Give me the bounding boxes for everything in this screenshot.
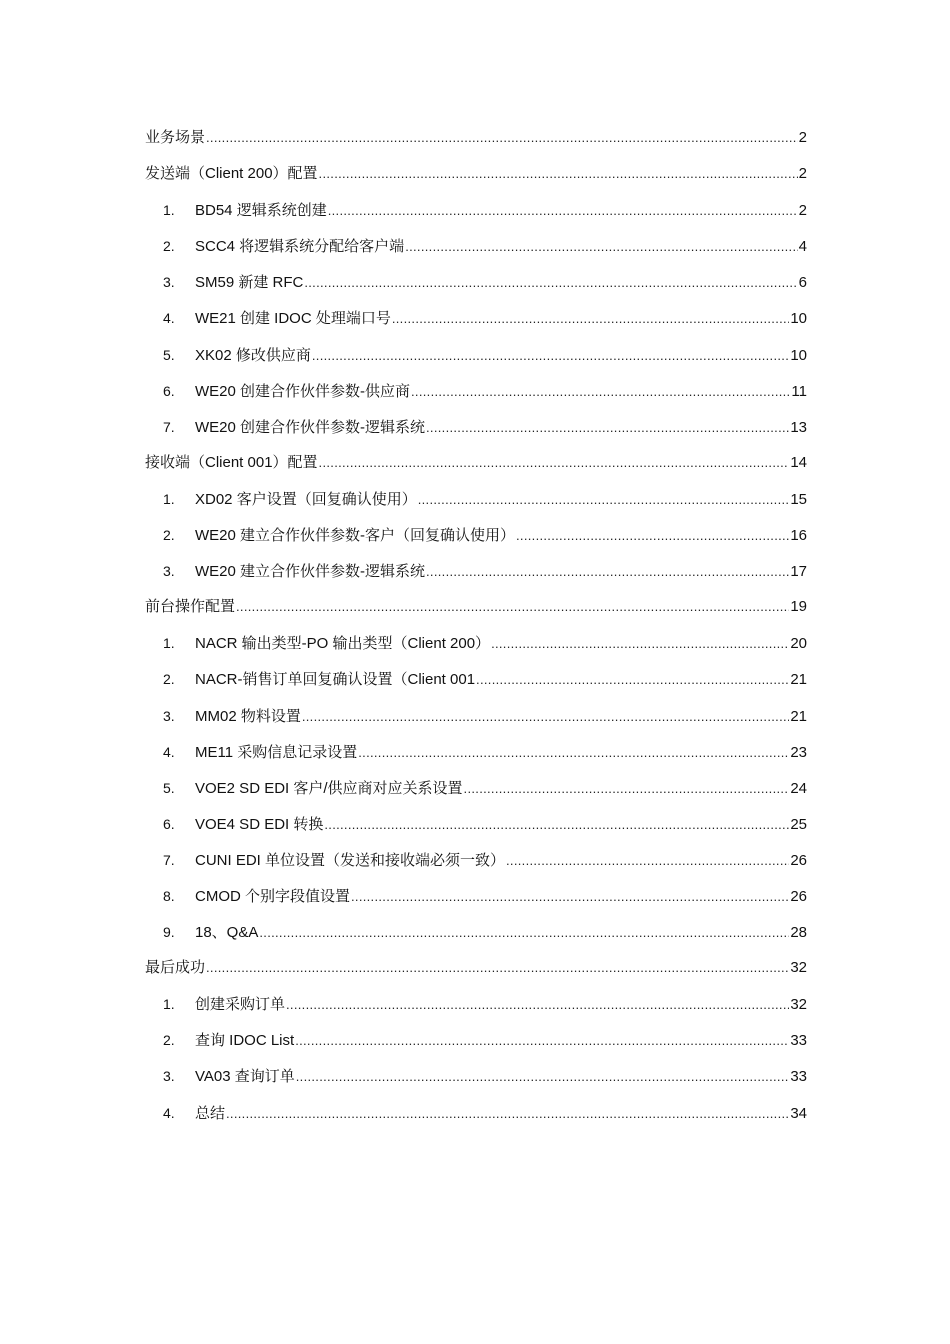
toc-entry-title: SCC4 将逻辑系统分配给客户端 bbox=[195, 238, 405, 256]
toc-dot-leader bbox=[464, 771, 790, 806]
toc-entry-number: 3. bbox=[163, 707, 175, 724]
table-of-contents bbox=[145, 120, 807, 1131]
toc-entry-title: WE20 创建合作伙伴参数-逻辑系统 bbox=[195, 418, 426, 436]
toc-heading-link[interactable] bbox=[145, 120, 807, 156]
toc-entry-title: 18、Q&A bbox=[195, 924, 259, 942]
toc-dot-leader bbox=[476, 662, 789, 697]
toc-page-number: 33 bbox=[790, 1032, 807, 1050]
toc-entry-title: 接收端（Client 001）配置 bbox=[145, 453, 318, 471]
toc-entry-title: WE21 创建 IDOC 处理端口号 bbox=[195, 310, 391, 328]
toc-subentry-link[interactable] bbox=[145, 300, 807, 336]
toc-page-number: 17 bbox=[790, 563, 807, 581]
toc-heading-link[interactable] bbox=[145, 445, 807, 481]
toc-entry-title: WE20 建立合作伙伴参数-客户（回复确认使用） bbox=[195, 527, 516, 545]
toc-page-number: 26 bbox=[790, 887, 807, 905]
toc-subentry-link[interactable] bbox=[145, 192, 807, 228]
toc-entry-number: 4. bbox=[163, 1104, 175, 1121]
toc-entry-number: 6. bbox=[163, 815, 175, 832]
toc-subentry-link[interactable] bbox=[145, 878, 807, 914]
toc-dot-leader bbox=[236, 589, 789, 625]
toc-entry-title: NACR 输出类型-PO 输出类型（Client 200） bbox=[195, 635, 491, 653]
toc-entry-title: 查询 IDOC List bbox=[195, 1032, 295, 1050]
toc-entry-title: VA03 查询订单 bbox=[195, 1068, 295, 1086]
toc-subentry-link[interactable] bbox=[145, 228, 807, 264]
toc-subentry-link[interactable] bbox=[145, 698, 807, 734]
toc-subentry-link[interactable] bbox=[145, 481, 807, 517]
toc-entry-number: 3. bbox=[163, 274, 175, 291]
toc-page-number: 2 bbox=[798, 129, 807, 146]
toc-heading-link[interactable] bbox=[145, 156, 807, 192]
toc-dot-leader bbox=[491, 626, 789, 661]
toc-subentry-link[interactable] bbox=[145, 1058, 807, 1094]
toc-subentry-link[interactable] bbox=[145, 373, 807, 409]
toc-entry-title: 前台操作配置 bbox=[145, 598, 236, 616]
toc-entry-number: 7. bbox=[163, 851, 175, 868]
toc-page-number: 28 bbox=[790, 924, 807, 942]
toc-entry-title: VOE2 SD EDI 客户/供应商对应关系设置 bbox=[195, 779, 463, 797]
toc-page-number: 14 bbox=[790, 453, 807, 471]
toc-page-number: 2 bbox=[798, 202, 807, 220]
toc-entry-title: CUNI EDI 单位设置（发送和接收端必须一致） bbox=[195, 851, 506, 869]
toc-entry-number: 1. bbox=[163, 635, 175, 652]
toc-dot-leader bbox=[324, 807, 789, 842]
toc-entry-title: SM59 新建 RFC bbox=[195, 274, 304, 292]
toc-dot-leader bbox=[206, 950, 789, 986]
toc-page-number: 26 bbox=[790, 851, 807, 869]
toc-entry-number: 2. bbox=[163, 1032, 175, 1049]
toc-page-number: 19 bbox=[790, 598, 807, 616]
toc-page-number: 16 bbox=[790, 527, 807, 545]
toc-heading-link[interactable] bbox=[145, 589, 807, 625]
toc-dot-leader bbox=[328, 193, 798, 228]
toc-dot-leader bbox=[405, 229, 797, 264]
toc-subentry-link[interactable] bbox=[145, 842, 807, 878]
toc-entry-number: 2. bbox=[163, 238, 175, 255]
toc-dot-leader bbox=[392, 301, 789, 336]
toc-page-number: 11 bbox=[791, 382, 807, 400]
toc-entry-title: 总结 bbox=[195, 1104, 226, 1122]
toc-subentry-link[interactable] bbox=[145, 806, 807, 842]
toc-dot-leader bbox=[426, 410, 789, 445]
toc-dot-leader bbox=[286, 987, 789, 1022]
toc-entry-title: MM02 物料设置 bbox=[195, 707, 301, 725]
toc-entry-title: WE20 创建合作伙伴参数-供应商 bbox=[195, 382, 411, 400]
toc-entry-number: 7. bbox=[163, 418, 175, 435]
toc-page-number: 13 bbox=[790, 418, 807, 436]
toc-entry-number: 3. bbox=[163, 563, 175, 580]
toc-dot-leader bbox=[259, 915, 789, 950]
toc-subentry-link[interactable] bbox=[145, 625, 807, 661]
toc-subentry-link[interactable] bbox=[145, 553, 807, 589]
toc-entry-title: 创建采购订单 bbox=[195, 996, 286, 1014]
toc-page-number: 25 bbox=[790, 815, 807, 833]
toc-entry-number: 4. bbox=[163, 743, 175, 760]
toc-page-number: 24 bbox=[790, 779, 807, 797]
toc-dot-leader bbox=[304, 265, 797, 300]
toc-dot-leader bbox=[418, 482, 790, 517]
toc-entry-title: CMOD 个别字段值设置 bbox=[195, 887, 350, 905]
toc-page-number: 20 bbox=[790, 635, 807, 653]
toc-page-number: 6 bbox=[798, 274, 807, 292]
toc-entry-title: XD02 客户设置（回复确认使用） bbox=[195, 490, 417, 508]
toc-page-number: 4 bbox=[798, 238, 807, 256]
toc-page-number: 32 bbox=[790, 996, 807, 1014]
toc-dot-leader bbox=[295, 1023, 789, 1058]
toc-subentry-link[interactable] bbox=[145, 1095, 807, 1131]
toc-dot-leader bbox=[302, 699, 789, 734]
toc-entry-number: 1. bbox=[163, 996, 175, 1013]
toc-dot-leader bbox=[516, 518, 789, 553]
toc-subentry-link[interactable] bbox=[145, 1022, 807, 1058]
toc-entry-number: 2. bbox=[163, 527, 175, 544]
toc-subentry-link[interactable] bbox=[145, 409, 807, 445]
toc-dot-leader bbox=[411, 374, 790, 409]
toc-subentry-link[interactable] bbox=[145, 517, 807, 553]
toc-page-number: 21 bbox=[790, 707, 807, 725]
toc-entry-title: BD54 逻辑系统创建 bbox=[195, 202, 327, 220]
toc-entry-number: 4. bbox=[163, 310, 175, 327]
toc-page-number: 10 bbox=[790, 310, 807, 328]
toc-page-number: 23 bbox=[790, 743, 807, 761]
toc-entry-title: XK02 修改供应商 bbox=[195, 346, 311, 364]
toc-dot-leader bbox=[296, 1059, 790, 1094]
toc-entry-title: 发送端（Client 200）配置 bbox=[145, 165, 318, 183]
toc-subentry-link[interactable] bbox=[145, 264, 807, 300]
toc-subentry-link[interactable] bbox=[145, 770, 807, 806]
toc-page-number: 10 bbox=[790, 346, 807, 364]
toc-page-number: 33 bbox=[790, 1068, 807, 1086]
toc-entry-number: 3. bbox=[163, 1068, 175, 1085]
toc-page-number: 34 bbox=[790, 1104, 807, 1122]
toc-dot-leader bbox=[206, 120, 798, 156]
toc-entry-number: 1. bbox=[163, 490, 175, 507]
toc-page-number: 32 bbox=[790, 959, 807, 977]
toc-entry-title: 业务场景 bbox=[145, 129, 206, 146]
toc-entry-title: VOE4 SD EDI 转换 bbox=[195, 815, 324, 833]
toc-dot-leader bbox=[351, 879, 789, 914]
toc-subentry-link[interactable] bbox=[145, 661, 807, 697]
toc-subentry-link[interactable] bbox=[145, 914, 807, 950]
toc-entry-number: 5. bbox=[163, 779, 175, 796]
toc-page-number: 21 bbox=[790, 671, 807, 689]
toc-dot-leader bbox=[426, 554, 789, 589]
toc-page-number: 2 bbox=[798, 165, 807, 183]
toc-entry-title: ME11 采购信息记录设置 bbox=[195, 743, 358, 761]
toc-entry-number: 5. bbox=[163, 346, 175, 363]
toc-subentry-link[interactable] bbox=[145, 986, 807, 1022]
toc-dot-leader bbox=[358, 735, 789, 770]
toc-entry-number: 1. bbox=[163, 202, 175, 219]
toc-subentry-link[interactable] bbox=[145, 734, 807, 770]
toc-dot-leader bbox=[319, 156, 798, 192]
toc-heading-link[interactable] bbox=[145, 950, 807, 986]
toc-subentry-link[interactable] bbox=[145, 337, 807, 373]
toc-entry-title: WE20 建立合作伙伴参数-逻辑系统 bbox=[195, 563, 426, 581]
toc-dot-leader bbox=[506, 843, 789, 878]
toc-entry-title: NACR-销售订单回复确认设置（Client 001 bbox=[195, 671, 476, 689]
toc-page-number: 15 bbox=[790, 490, 807, 508]
toc-entry-number: 9. bbox=[163, 924, 175, 941]
toc-entry-number: 2. bbox=[163, 671, 175, 688]
toc-dot-leader bbox=[319, 445, 790, 481]
toc-entry-title: 最后成功 bbox=[145, 959, 206, 977]
toc-entry-number: 8. bbox=[163, 887, 175, 904]
toc-dot-leader bbox=[226, 1096, 789, 1131]
toc-entry-number: 6. bbox=[163, 382, 175, 399]
toc-dot-leader bbox=[312, 338, 789, 373]
